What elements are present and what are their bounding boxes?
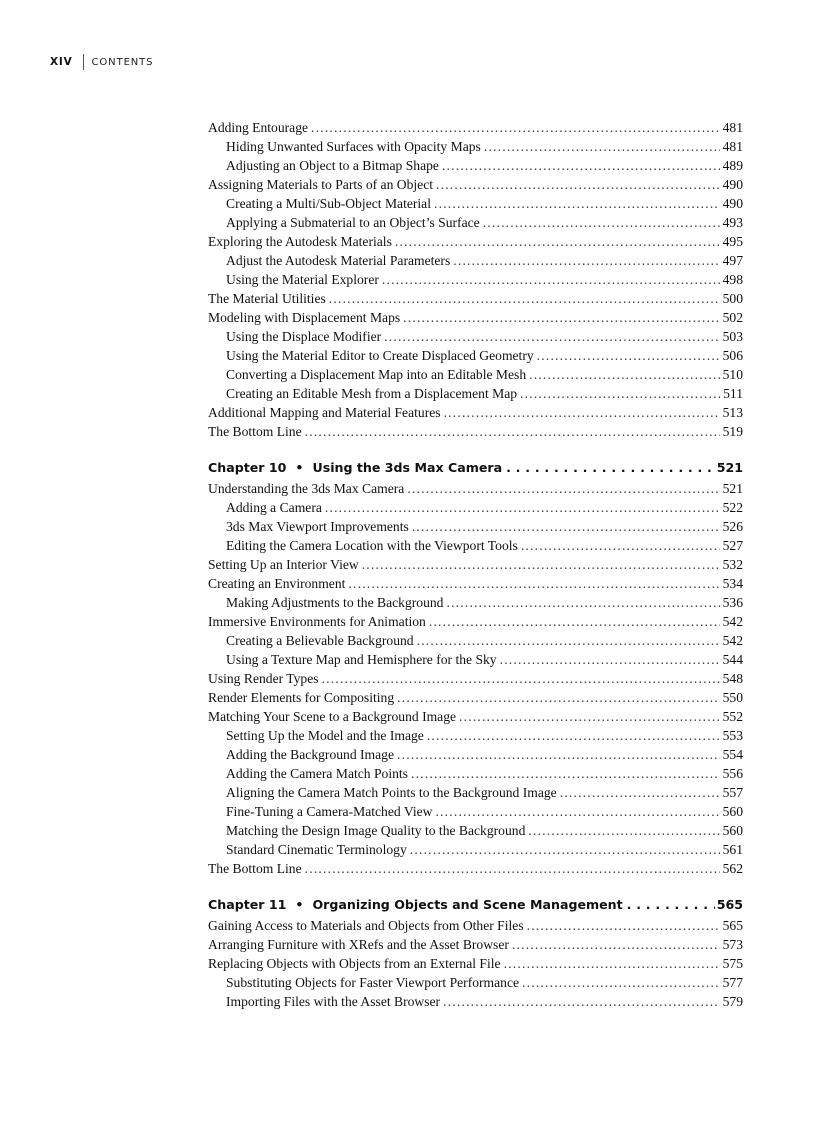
dot-leader [442, 156, 720, 175]
toc-subentry[interactable] [208, 840, 743, 859]
entry-title: Using the Material Editor to Create Displaced Geometry [226, 348, 534, 363]
entry-title: Adding Entourage [208, 120, 309, 135]
chapter-page-number: 521 [716, 460, 743, 475]
toc-subentry[interactable] [208, 156, 743, 175]
dot-leader [434, 194, 720, 213]
entry-title: Using Render Types [208, 671, 319, 686]
dot-leader [512, 935, 720, 954]
toc-subentry[interactable] [208, 802, 743, 821]
entry-title: Creating a Believable Background [226, 633, 414, 648]
toc-entry[interactable] [208, 118, 743, 137]
dot-leader [322, 669, 720, 688]
chapter-heading[interactable] [208, 457, 743, 479]
dot-leader [325, 498, 720, 517]
entry-title: Converting a Displacement Map into an Editable Mesh [226, 367, 527, 382]
toc-entry[interactable] [208, 859, 743, 878]
entry-page-number: 510 [722, 367, 743, 382]
entry-page-number: 542 [722, 633, 743, 648]
entry-title: Using the Displace Modifier [226, 329, 382, 344]
dot-leader [459, 707, 720, 726]
entry-page-number: 536 [722, 595, 743, 610]
entry-page-number: 565 [722, 918, 743, 933]
toc-subentry[interactable] [208, 821, 743, 840]
dot-leader [529, 365, 719, 384]
dot-leader [521, 536, 720, 555]
toc-entry[interactable] [208, 954, 743, 973]
section-label: CONTENTS [91, 56, 154, 68]
dot-leader [484, 137, 720, 156]
toc-entry[interactable] [208, 612, 743, 631]
entry-page-number: 534 [722, 576, 743, 591]
toc-entry[interactable] [208, 479, 743, 498]
chapter-page-number: 565 [716, 897, 743, 912]
entry-page-number: 522 [722, 500, 743, 515]
toc-subentry[interactable] [208, 650, 743, 669]
entry-title: Matching the Design Image Quality to the Background [226, 823, 526, 838]
toc-subentry[interactable] [208, 745, 743, 764]
dot-leader [446, 593, 719, 612]
dot-leader [397, 688, 719, 707]
toc-entry[interactable] [208, 289, 743, 308]
entry-title: Aligning the Camera Match Points to the Background Image [226, 785, 557, 800]
toc-entry[interactable] [208, 308, 743, 327]
dot-leader [305, 422, 720, 441]
entry-title: Editing the Camera Location with the Viewport Tools [226, 538, 518, 553]
entry-page-number: 489 [722, 158, 743, 173]
dot-leader [483, 213, 720, 232]
entry-title: 3ds Max Viewport Improvements [226, 519, 409, 534]
toc-subentry[interactable] [208, 384, 743, 403]
entry-page-number: 481 [722, 120, 743, 135]
entry-page-number: 575 [722, 956, 743, 971]
toc-subentry[interactable] [208, 536, 743, 555]
toc-entry[interactable] [208, 574, 743, 593]
dot-leader [500, 650, 720, 669]
toc-entry[interactable] [208, 707, 743, 726]
entry-page-number: 497 [722, 253, 743, 268]
dot-leader [384, 327, 719, 346]
dot-leader [435, 802, 719, 821]
dot-leader [348, 574, 719, 593]
entry-title: Adding the Background Image [226, 747, 394, 762]
entry-title: Adding the Camera Match Points [226, 766, 408, 781]
entry-page-number: 495 [722, 234, 743, 249]
entry-page-number: 481 [722, 139, 743, 154]
entry-title: Adding a Camera [226, 500, 322, 515]
table-of-contents [208, 118, 743, 1011]
toc-subentry[interactable] [208, 251, 743, 270]
entry-title: Substituting Objects for Faster Viewport Performance [226, 975, 520, 990]
header-divider [83, 54, 84, 70]
toc-entry[interactable] [208, 422, 743, 441]
entry-title: The Bottom Line [208, 424, 302, 439]
entry-page-number: 513 [722, 405, 743, 420]
entry-title: Standard Cinematic Terminology [226, 842, 407, 857]
entry-title: Modeling with Displacement Maps [208, 310, 401, 325]
dot-leader [305, 859, 720, 878]
chapter-label: Chapter 11 [208, 897, 287, 912]
toc-subentry[interactable] [208, 973, 743, 992]
entry-page-number: 544 [722, 652, 743, 667]
running-header [50, 55, 153, 69]
toc-subentry[interactable] [208, 764, 743, 783]
entry-title: Assigning Materials to Parts of an Object [208, 177, 434, 192]
toc-entry[interactable] [208, 669, 743, 688]
dot-leader [443, 992, 720, 1011]
entry-page-number: 561 [722, 842, 743, 857]
dot-leader [311, 118, 720, 137]
entry-page-number: 542 [722, 614, 743, 629]
entry-title: Understanding the 3ds Max Camera [208, 481, 405, 496]
entry-title: Adjusting an Object to a Bitmap Shape [226, 158, 439, 173]
entry-page-number: 556 [722, 766, 743, 781]
entry-page-number: 511 [723, 386, 743, 401]
entry-page-number: 500 [722, 291, 743, 306]
entry-page-number: 532 [722, 557, 743, 572]
entry-title: Creating an Environment [208, 576, 346, 591]
entry-title: Immersive Environments for Animation [208, 614, 426, 629]
entry-title: Hiding Unwanted Surfaces with Opacity Maps [226, 139, 481, 154]
dot-leader [410, 840, 720, 859]
entry-title: Render Elements for Compositing [208, 690, 395, 705]
toc-entry[interactable] [208, 232, 743, 251]
entry-title: Fine-Tuning a Camera-Matched View [226, 804, 433, 819]
toc-subentry[interactable] [208, 498, 743, 517]
dot-leader [382, 270, 720, 289]
dot-leader [453, 251, 719, 270]
entry-page-number: 552 [722, 709, 743, 724]
dot-leader [522, 973, 720, 992]
dot-leader [444, 403, 720, 422]
toc-subentry[interactable] [208, 783, 743, 802]
entry-page-number: 573 [722, 937, 743, 952]
entry-page-number: 521 [722, 481, 743, 496]
chapter-bullet: • [295, 897, 304, 912]
toc-subentry[interactable] [208, 992, 743, 1011]
entry-title: Creating a Multi/Sub-Object Material [226, 196, 431, 211]
entry-title: Gaining Access to Materials and Objects from Other Files [208, 918, 524, 933]
toc-subentry[interactable] [208, 631, 743, 650]
dot-leader [528, 821, 719, 840]
entry-page-number: 526 [722, 519, 743, 534]
entry-title: The Material Utilities [208, 291, 326, 306]
entry-title: Creating an Editable Mesh from a Displacement Map [226, 386, 518, 401]
entry-title: Applying a Submaterial to an Object’s Surface [226, 215, 480, 230]
entry-title: Using a Texture Map and Hemisphere for the Sky [226, 652, 497, 667]
entry-title: Setting Up the Model and the Image [226, 728, 424, 743]
toc-subentry[interactable] [208, 365, 743, 384]
dot-leader [395, 232, 720, 251]
entry-title: Arranging Furniture with XRefs and the Asset Browser [208, 937, 509, 952]
dot-leader [403, 308, 719, 327]
chapter-spacer [208, 441, 743, 457]
dot-leader [397, 745, 720, 764]
entry-title: Exploring the Autodesk Materials [208, 234, 392, 249]
entry-title: Adjust the Autodesk Material Parameters [226, 253, 451, 268]
entry-page-number: 519 [722, 424, 743, 439]
entry-page-number: 502 [722, 310, 743, 325]
dot-leader [537, 346, 720, 365]
dot-leader [504, 954, 720, 973]
toc-entry[interactable] [208, 935, 743, 954]
dot-leader [407, 479, 719, 498]
entry-page-number: 562 [722, 861, 743, 876]
dot-leader [329, 289, 720, 308]
entry-page-number: 579 [722, 994, 743, 1009]
chapter-heading[interactable] [208, 894, 743, 916]
entry-page-number: 560 [722, 804, 743, 819]
dot-leader [429, 612, 720, 631]
entry-page-number: 560 [722, 823, 743, 838]
toc-subentry[interactable] [208, 593, 743, 612]
toc-subentry[interactable] [208, 270, 743, 289]
dot-leader [520, 384, 720, 403]
entry-page-number: 548 [722, 671, 743, 686]
entry-page-number: 490 [722, 177, 743, 192]
chapter-title: Organizing Objects and Scene Management [312, 897, 623, 912]
entry-page-number: 553 [722, 728, 743, 743]
toc-subentry[interactable] [208, 346, 743, 365]
entry-page-number: 550 [722, 690, 743, 705]
dot-leader [527, 916, 720, 935]
entry-page-number: 557 [722, 785, 743, 800]
entry-page-number: 498 [722, 272, 743, 287]
toc-subentry[interactable] [208, 194, 743, 213]
chapter-title: Using the 3ds Max Camera [312, 460, 503, 475]
chapter-spacer [208, 878, 743, 894]
entry-title: The Bottom Line [208, 861, 302, 876]
dot-leader [362, 555, 720, 574]
entry-page-number: 577 [722, 975, 743, 990]
entry-title: Using the Material Explorer [226, 272, 379, 287]
toc-entry[interactable] [208, 403, 743, 422]
entry-page-number: 506 [722, 348, 743, 363]
page-number: XIV [50, 56, 73, 68]
chapter-bullet: • [295, 460, 304, 475]
toc-subentry[interactable] [208, 726, 743, 745]
toc-subentry[interactable] [208, 327, 743, 346]
entry-title: Importing Files with the Asset Browser [226, 994, 441, 1009]
entry-page-number: 493 [722, 215, 743, 230]
toc-subentry[interactable] [208, 213, 743, 232]
dot-leader [436, 175, 720, 194]
dot-leader [560, 783, 720, 802]
entry-title: Matching Your Scene to a Background Image [208, 709, 457, 724]
entry-page-number: 527 [722, 538, 743, 553]
dot-leader [417, 631, 720, 650]
dot-leader [412, 517, 720, 536]
toc-entry[interactable] [208, 555, 743, 574]
toc-subentry[interactable] [208, 137, 743, 156]
toc-entry[interactable] [208, 688, 743, 707]
dot-leader [627, 894, 715, 916]
chapter-label: Chapter 10 [208, 460, 287, 475]
entry-title: Additional Mapping and Material Features [208, 405, 441, 420]
dot-leader [411, 764, 720, 783]
toc-entry[interactable] [208, 175, 743, 194]
entry-page-number: 554 [722, 747, 743, 762]
dot-leader [506, 457, 715, 479]
toc-subentry[interactable] [208, 517, 743, 536]
entry-title: Making Adjustments to the Background [226, 595, 444, 610]
dot-leader [427, 726, 720, 745]
entry-title: Replacing Objects with Objects from an External File [208, 956, 501, 971]
entry-page-number: 490 [722, 196, 743, 211]
entry-page-number: 503 [722, 329, 743, 344]
entry-title: Setting Up an Interior View [208, 557, 359, 572]
toc-entry[interactable] [208, 916, 743, 935]
